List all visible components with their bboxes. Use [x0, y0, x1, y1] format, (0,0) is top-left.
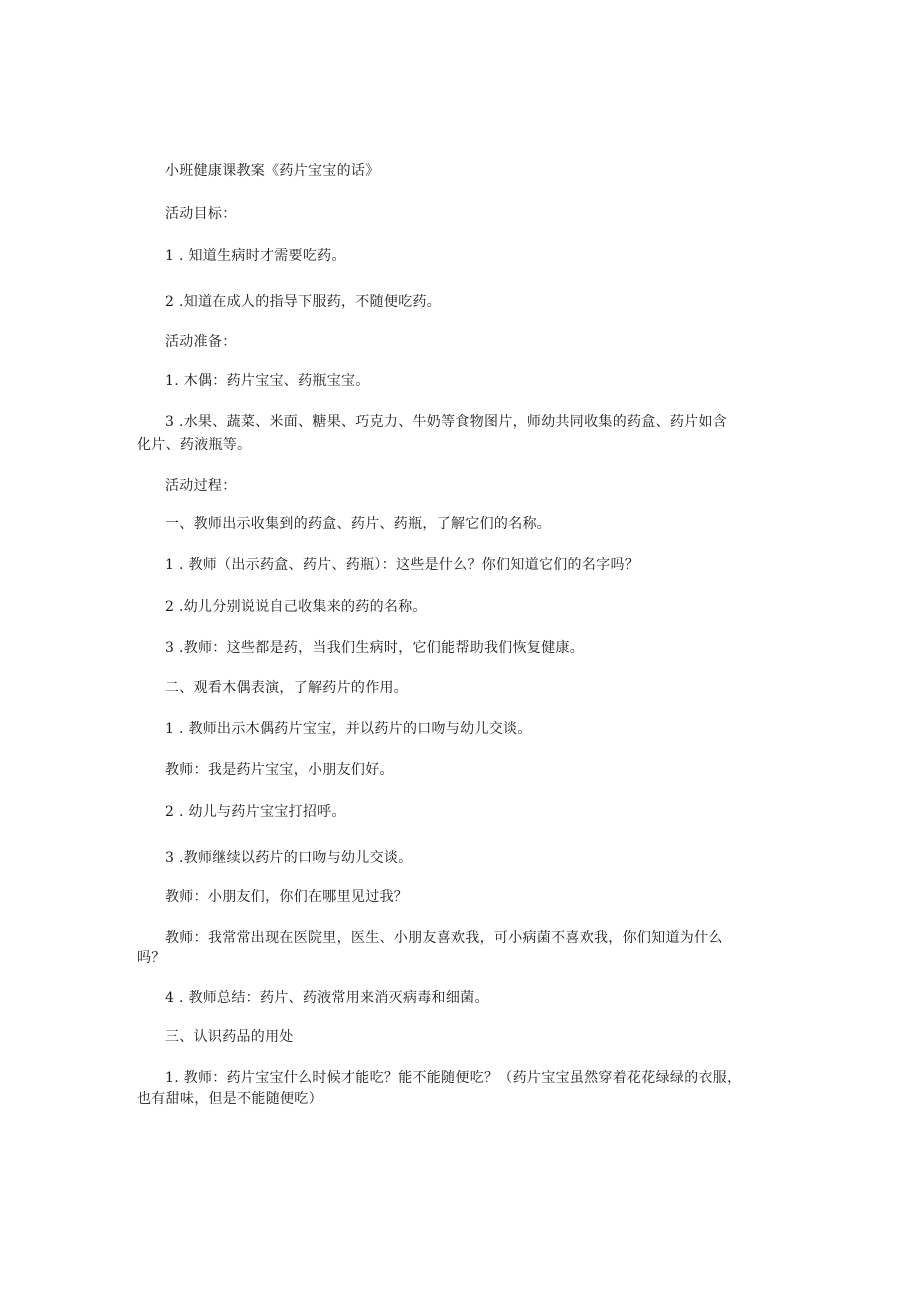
section-2-teacher-line-1: 教师：我是药片宝宝，小朋友们好。 — [165, 762, 394, 778]
process-heading: 活动过程： — [165, 478, 237, 494]
document-title: 小班健康课教案《药片宝宝的话》 — [165, 163, 380, 179]
prep-item-1: 1. 木偶：药片宝宝、药瓶宝宝。 — [165, 373, 370, 389]
prep-item-3-line-2: 化片、药液瓶等。 — [137, 437, 252, 453]
section-2-item-3: 3 .教师继续以药片的口吻与幼儿交谈。 — [165, 850, 413, 866]
section-3-item-1-line-1: 1. 教师：药片宝宝什么时候才能吃？能不能随便吃？（药片宝宝虽然穿着花花绿绿的衣服， — [165, 1070, 742, 1086]
section-2-item-4: 4 . 教师总结：药片、药液常用来消灭病毒和细菌。 — [165, 990, 489, 1006]
section-2-item-1: 1 . 教师出示木偶药片宝宝，并以药片的口吻与幼儿交谈。 — [165, 721, 532, 737]
section-1-item-2: 2 .幼儿分别说说自己收集来的药的名称。 — [165, 599, 427, 615]
section-1-item-3: 3 .教师：这些都是药，当我们生病时，它们能帮助我们恢复健康。 — [165, 640, 585, 656]
goal-item-2: 2 .知道在成人的指导下服药，不随便吃药。 — [165, 294, 442, 310]
section-2-teacher-line-3b: 吗？ — [137, 950, 166, 966]
section-2-teacher-line-2: 教师：小朋友们，你们在哪里见过我？ — [165, 889, 409, 905]
section-2-teacher-line-3a: 教师：我常常出现在医院里，医生、小朋友喜欢我，可小病菌不喜欢我，你们知道为什么 — [165, 930, 723, 946]
goals-heading: 活动目标： — [165, 206, 237, 222]
section-3-heading: 三、认识药品的用处 — [165, 1029, 294, 1045]
section-2-heading: 二、观看木偶表演，了解药片的作用。 — [165, 680, 409, 696]
section-3-item-1-line-2: 也有甜味，但是不能随便吃） — [137, 1091, 323, 1107]
prep-heading: 活动准备： — [165, 334, 237, 350]
prep-item-3-line-1: 3 .水果、蔬菜、米面、糖果、巧克力、牛奶等食物图片，师幼共同收集的药盒、药片如含 — [165, 414, 728, 430]
section-1-heading: 一、教师出示收集到的药盒、药片、药瓶，了解它们的名称。 — [165, 516, 552, 532]
section-1-item-1: 1 . 教师（出示药盒、药片、药瓶）：这些是什么？你们知道它们的名字吗？ — [165, 557, 640, 573]
goal-item-1: 1 . 知道生病时才需要吃药。 — [165, 248, 346, 264]
section-2-item-2: 2 . 幼儿与药片宝宝打招呼。 — [165, 804, 346, 820]
